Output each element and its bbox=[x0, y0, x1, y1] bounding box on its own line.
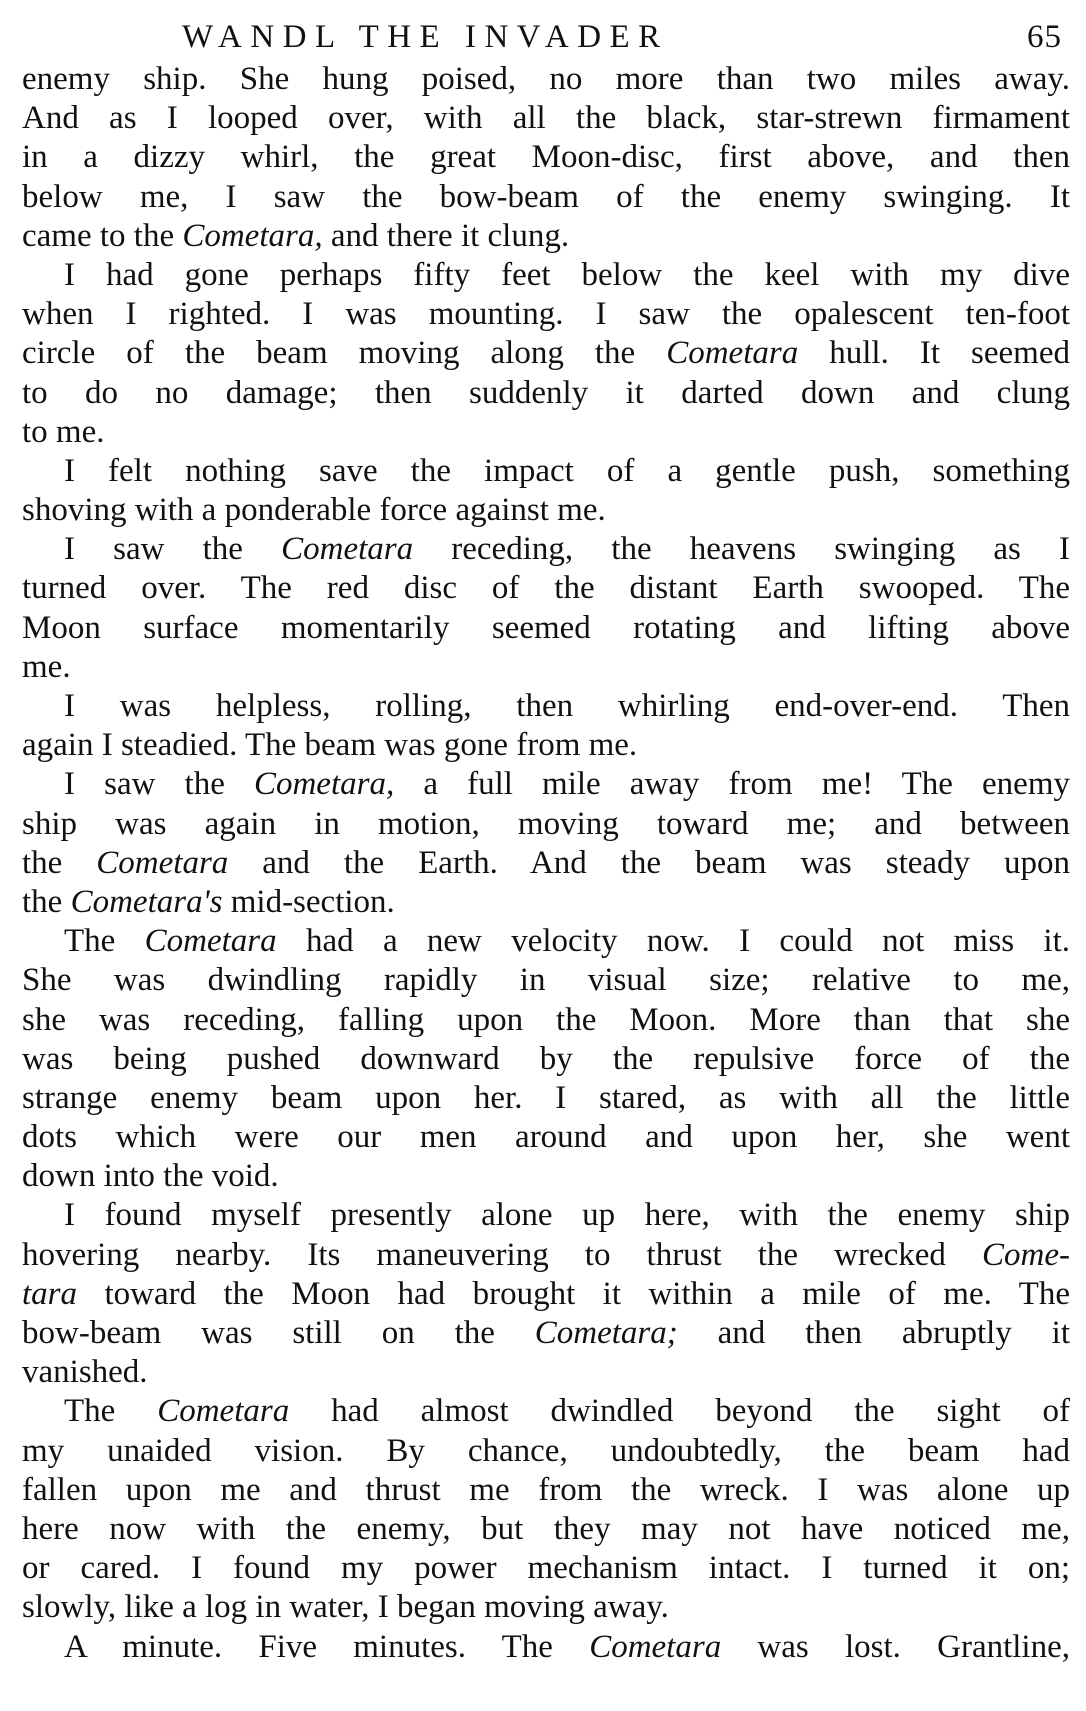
text-line bbox=[22, 491, 1070, 530]
text-run: a full mile away from me! The enemy bbox=[394, 766, 1070, 803]
text-run: me. bbox=[22, 648, 71, 685]
page-number: 65 bbox=[1027, 19, 1062, 55]
text-run: toward the Moon had brought it within a mile of me. The bbox=[77, 1275, 1070, 1312]
text-line bbox=[22, 648, 1070, 687]
text-run: again I steadied. The beam was gone from me. bbox=[22, 727, 638, 764]
text-line bbox=[22, 687, 1070, 726]
paragraph bbox=[22, 452, 1070, 530]
italic-text: tara bbox=[22, 1275, 78, 1312]
text-line bbox=[22, 1588, 1070, 1627]
text-line bbox=[22, 1079, 1070, 1118]
text-line bbox=[22, 60, 1070, 99]
text-line bbox=[22, 1118, 1070, 1157]
italic-text: Cometara bbox=[666, 335, 799, 372]
text-run: had a new velocity now. I could not miss it. bbox=[276, 923, 1070, 960]
text-run: I found myself presently alone up here, with the enemy ship bbox=[64, 1197, 1070, 1234]
italic-text: Cometara's bbox=[70, 883, 223, 920]
text-run: strange enemy beam upon her. I stared, as with all the little bbox=[22, 1079, 1070, 1116]
text-line bbox=[22, 178, 1070, 217]
text-line bbox=[22, 530, 1070, 569]
paragraph bbox=[22, 530, 1070, 687]
italic-text: Come- bbox=[982, 1236, 1070, 1273]
text-run: circle of the beam moving along the bbox=[22, 335, 667, 372]
text-run: bow-beam was still on the bbox=[22, 1315, 535, 1351]
text-run: when I righted. I was mounting. I saw the opalescent ten-foot bbox=[22, 296, 1070, 333]
text-line bbox=[22, 1628, 1070, 1667]
text-run: I saw the bbox=[64, 531, 282, 568]
text-line bbox=[22, 569, 1070, 608]
text-run: hovering nearby. Its maneuvering to thrust the wrecked bbox=[22, 1236, 983, 1273]
text-line bbox=[22, 844, 1070, 883]
paragraph bbox=[22, 1196, 1070, 1392]
italic-text: Cometara, bbox=[253, 766, 395, 803]
text-run: came to the bbox=[22, 217, 183, 254]
text-line bbox=[22, 1196, 1070, 1235]
text-run: slowly, like a log in water, I began moving away. bbox=[22, 1589, 669, 1626]
text-run: And as I looped over, with all the black, star-strewn firmament bbox=[22, 100, 1070, 137]
text-line bbox=[22, 217, 1070, 256]
text-line bbox=[22, 452, 1070, 491]
text-run: ship was again in motion, moving toward me; and between bbox=[22, 805, 1070, 842]
text-line bbox=[22, 374, 1070, 413]
text-line bbox=[22, 1392, 1070, 1431]
text-line bbox=[22, 1001, 1070, 1040]
text-run: shoving with a ponderable force against me. bbox=[22, 492, 606, 529]
paragraph bbox=[22, 1628, 1070, 1667]
text-run: was lost. Grantline, bbox=[721, 1628, 1070, 1665]
text-run: in a dizzy whirl, the great Moon-disc, first above, and then bbox=[22, 139, 1070, 176]
text-run: I felt nothing save the impact of a gentle push, something bbox=[64, 452, 1070, 489]
text-run: and there it clung. bbox=[322, 217, 570, 254]
text-line bbox=[22, 1314, 1070, 1353]
text-line bbox=[22, 1432, 1070, 1471]
text-line bbox=[22, 1157, 1070, 1196]
text-run: vanished. bbox=[22, 1354, 148, 1391]
paragraph bbox=[22, 765, 1070, 922]
italic-text: Cometara bbox=[281, 531, 414, 568]
italic-text: Cometara; bbox=[534, 1315, 678, 1351]
text-run: to me. bbox=[22, 413, 105, 450]
text-run: She was dwindling rapidly in visual size; relative to me, bbox=[22, 962, 1070, 999]
text-line bbox=[22, 99, 1070, 138]
text-run: here now with the enemy, but they may not have noticed me, bbox=[22, 1510, 1070, 1547]
body-text bbox=[22, 60, 1070, 1667]
text-line bbox=[22, 413, 1070, 452]
text-run: the bbox=[22, 844, 97, 881]
text-run: and then abruptly it bbox=[677, 1315, 1070, 1351]
text-run: fallen upon me and thrust me from the wreck. I was alone up bbox=[22, 1471, 1070, 1508]
text-run: mid-section. bbox=[222, 883, 395, 920]
text-run: I was helpless, rolling, then whirling end-over-end. Then bbox=[64, 688, 1070, 724]
text-line bbox=[22, 334, 1070, 373]
text-line bbox=[22, 765, 1070, 804]
text-run: A minute. Five minutes. The bbox=[64, 1628, 590, 1665]
text-line bbox=[22, 922, 1070, 961]
text-run: turned over. The red disc of the distant Earth swooped. The bbox=[22, 570, 1070, 607]
text-line bbox=[22, 609, 1070, 648]
italic-text: Cometara, bbox=[182, 217, 323, 254]
paragraph bbox=[22, 256, 1070, 452]
text-run: she was receding, falling upon the Moon. More than that she bbox=[22, 1001, 1070, 1038]
text-line bbox=[22, 1353, 1070, 1392]
text-run: Moon surface momentarily seemed rotating and lifting above bbox=[22, 609, 1070, 646]
text-line bbox=[22, 1510, 1070, 1549]
text-line bbox=[22, 256, 1070, 295]
italic-text: Cometara bbox=[144, 923, 277, 960]
text-run: the bbox=[22, 883, 71, 920]
italic-text: Cometara bbox=[589, 1628, 722, 1665]
text-line bbox=[22, 1040, 1070, 1079]
text-run: or cared. I found my power mechanism intact. I turned it on; bbox=[22, 1550, 1070, 1587]
italic-text: Cometara bbox=[96, 844, 229, 881]
paragraph bbox=[22, 922, 1070, 1196]
text-line bbox=[22, 883, 1070, 922]
book-page bbox=[22, 14, 1070, 1704]
text-run: down into the void. bbox=[22, 1158, 279, 1195]
text-run: I saw the bbox=[64, 766, 254, 803]
paragraph bbox=[22, 1392, 1070, 1627]
text-line bbox=[22, 138, 1070, 177]
text-line bbox=[22, 295, 1070, 334]
text-run: receding, the heavens swinging as I bbox=[413, 531, 1070, 568]
text-run: hull. It seemed bbox=[798, 335, 1070, 372]
paragraph bbox=[22, 60, 1070, 256]
text-run: my unaided vision. By chance, undoubtedly, the beam had bbox=[22, 1432, 1070, 1469]
text-line bbox=[22, 1471, 1070, 1510]
text-line bbox=[22, 1549, 1070, 1588]
text-run: to do no damage; then suddenly it darted down and clung bbox=[22, 374, 1070, 411]
italic-text: Cometara bbox=[157, 1393, 290, 1430]
running-title: WANDL THE INVADER bbox=[182, 19, 669, 55]
text-run: was being pushed downward by the repulsive force of the bbox=[22, 1040, 1070, 1077]
text-run: and the Earth. And the beam was steady upon bbox=[228, 844, 1070, 881]
text-run: The bbox=[64, 923, 145, 960]
running-head bbox=[22, 14, 1070, 60]
text-line bbox=[22, 961, 1070, 1000]
text-run: enemy ship. She hung poised, no more than two miles away. bbox=[22, 61, 1070, 97]
text-line bbox=[22, 1275, 1070, 1314]
text-run: The bbox=[64, 1393, 158, 1430]
text-run: dots which were our men around and upon her, she went bbox=[22, 1119, 1070, 1156]
text-run: I had gone perhaps fifty feet below the keel with my dive bbox=[64, 256, 1070, 293]
text-run: below me, I saw the bow-beam of the enemy swinging. It bbox=[22, 178, 1070, 215]
paragraph bbox=[22, 687, 1070, 765]
text-line bbox=[22, 805, 1070, 844]
text-line bbox=[22, 1236, 1070, 1275]
text-line bbox=[22, 726, 1070, 765]
text-run: had almost dwindled beyond the sight of bbox=[289, 1393, 1070, 1430]
